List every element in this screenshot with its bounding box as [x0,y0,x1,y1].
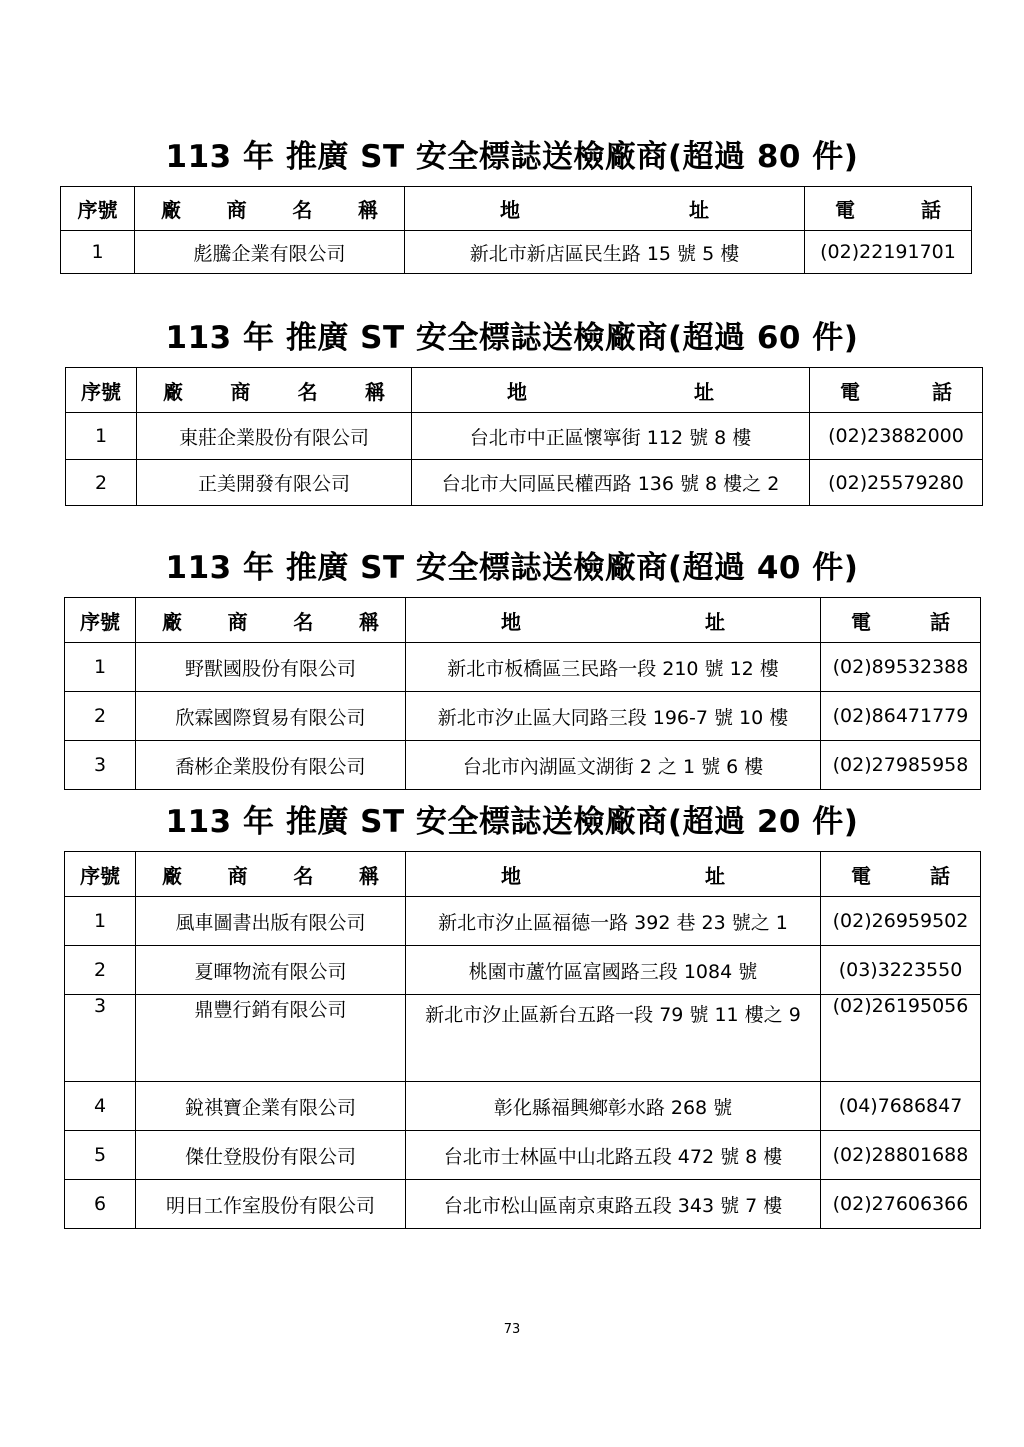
row-address: 新北市板橋區三民路一段 210 號 12 樓 [406,643,821,692]
header-phone: 電 話 [810,368,983,413]
vendor-table-80 [60,186,972,274]
row-phone: (02)89532388 [821,643,981,692]
section-title-40: 113 年 推廣 ST 安全標誌送檢廠商(超過 40 件) [165,550,859,586]
vendor-table-60 [65,367,983,506]
row-name: 明日工作室股份有限公司 [136,1180,406,1229]
header-name: 廠 商 名 稱 [136,598,406,643]
row-phone: (02)22191701 [805,231,972,274]
header-address: 地 址 [412,368,810,413]
table-header-row [61,187,972,231]
table-row [65,741,981,790]
header-phone: 電 話 [805,187,972,231]
row-phone: (02)28801688 [821,1131,981,1180]
row-phone: (02)26195056 [821,995,981,1082]
row-address: 台北市內湖區文湖街 2 之 1 號 6 樓 [406,741,821,790]
row-address: 台北市大同區民權西路 136 號 8 樓之 2 [412,460,810,506]
row-no: 1 [65,897,136,946]
row-name: 東莊企業股份有限公司 [137,413,412,460]
section-title-20: 113 年 推廣 ST 安全標誌送檢廠商(超過 20 件) [165,804,859,840]
row-name: 銳祺寶企業有限公司 [136,1082,406,1131]
row-phone: (04)7686847 [821,1082,981,1131]
row-name: 鼎豐行銷有限公司 [136,995,406,1082]
header-name: 廠 商 名 稱 [137,368,412,413]
row-phone: (02)25579280 [810,460,983,506]
row-name: 喬彬企業股份有限公司 [136,741,406,790]
section-title-80: 113 年 推廣 ST 安全標誌送檢廠商(超過 80 件) [165,139,859,175]
vendor-table-40 [64,597,981,790]
row-phone: (02)26959502 [821,897,981,946]
row-name: 風車圖書出版有限公司 [136,897,406,946]
section-title-60: 113 年 推廣 ST 安全標誌送檢廠商(超過 60 件) [165,320,859,356]
header-name: 廠 商 名 稱 [135,187,405,231]
row-phone: (03)3223550 [821,946,981,995]
table-header-row [66,368,983,413]
header-no: 序號 [61,187,135,231]
table-row [65,1131,981,1180]
row-no: 2 [65,692,136,741]
row-name: 正美開發有限公司 [137,460,412,506]
table-row [65,1082,981,1131]
row-phone: (02)86471779 [821,692,981,741]
row-address: 新北市汐止區新台五路一段 79 號 11 樓之 9 [406,995,821,1082]
table-row [65,692,981,741]
row-name: 野獸國股份有限公司 [136,643,406,692]
row-no: 3 [65,741,136,790]
row-no: 1 [61,231,135,274]
row-no: 2 [66,460,137,506]
row-phone: (02)27985958 [821,741,981,790]
row-address: 新北市汐止區大同路三段 196-7 號 10 樓 [406,692,821,741]
row-no: 4 [65,1082,136,1131]
header-phone: 電 話 [821,852,981,897]
table-row [66,460,983,506]
table-row [66,413,983,460]
header-no: 序號 [65,598,136,643]
row-no: 1 [65,643,136,692]
row-phone: (02)23882000 [810,413,983,460]
table-row [61,231,972,274]
table-header-row [65,598,981,643]
table-row [65,897,981,946]
row-no: 1 [66,413,137,460]
row-address: 新北市汐止區福德一路 392 巷 23 號之 1 [406,897,821,946]
row-no: 2 [65,946,136,995]
table-row [65,1180,981,1229]
header-no: 序號 [66,368,137,413]
row-no: 6 [65,1180,136,1229]
header-address: 地 址 [405,187,805,231]
row-no: 5 [65,1131,136,1180]
table-row [65,995,981,1082]
row-no: 3 [65,995,136,1082]
page-number: 73 [503,1322,521,1337]
vendor-table-20 [64,851,981,1229]
header-phone: 電 話 [821,598,981,643]
table-header-row [65,852,981,897]
row-name: 彪騰企業有限公司 [135,231,405,274]
header-address: 地 址 [406,852,821,897]
row-name: 夏暉物流有限公司 [136,946,406,995]
row-phone: (02)27606366 [821,1180,981,1229]
row-address: 桃園市蘆竹區富國路三段 1084 號 [406,946,821,995]
header-address: 地 址 [406,598,821,643]
row-address: 台北市中正區懷寧街 112 號 8 樓 [412,413,810,460]
header-no: 序號 [65,852,136,897]
header-name: 廠 商 名 稱 [136,852,406,897]
table-row [65,946,981,995]
row-name: 傑仕登股份有限公司 [136,1131,406,1180]
row-name: 欣霖國際貿易有限公司 [136,692,406,741]
table-row [65,643,981,692]
row-address: 新北市新店區民生路 15 號 5 樓 [405,231,805,274]
row-address: 台北市松山區南京東路五段 343 號 7 樓 [406,1180,821,1229]
row-address: 彰化縣福興鄉彰水路 268 號 [406,1082,821,1131]
row-address: 台北市士林區中山北路五段 472 號 8 樓 [406,1131,821,1180]
